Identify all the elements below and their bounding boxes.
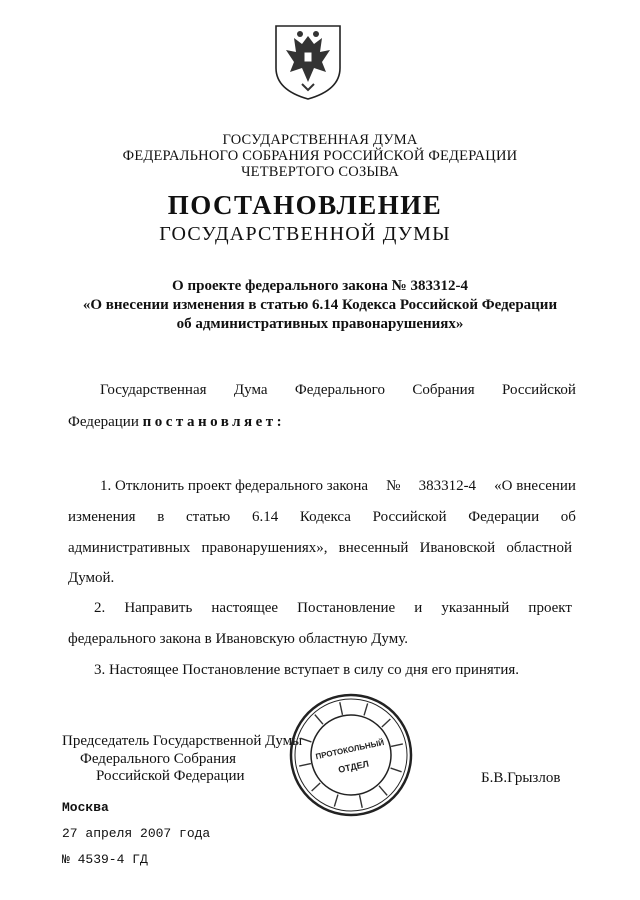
item-text: настоящее	[211, 600, 279, 616]
item-text: статью	[186, 509, 231, 525]
item-text: Федерации	[468, 509, 540, 525]
item-text: «О внесении	[494, 478, 576, 494]
state-emblem-icon	[272, 22, 344, 102]
signatory-name: Б.В.Грызлов	[481, 770, 561, 786]
preamble-word: Федерального	[294, 382, 385, 398]
issuer-line-2: ФЕДЕРАЛЬНОГО СОБРАНИЯ РОССИЙСКОЙ ФЕДЕРАЦИИ	[122, 148, 518, 164]
preamble-word: Дума	[233, 382, 268, 398]
item-1-line-2	[68, 509, 576, 526]
item-text: в	[157, 509, 165, 525]
item-text: административных	[68, 540, 191, 556]
subject-line-1: О проекте федерального закона № 383312-4	[172, 278, 468, 294]
item-text: 1. Отклонить проект федерального закона	[100, 478, 369, 494]
item-text: проект	[528, 600, 572, 616]
item-3: 3. Настоящее Постановление вступает в силу со дня его принятия.	[94, 662, 520, 678]
stamp-text-bottom: ОТДЕЛ	[337, 758, 370, 775]
preamble-subject: Федерации	[68, 414, 139, 430]
item-text: 6.14	[251, 509, 279, 525]
signatory-title-line-1: Председатель Государственной Думы	[62, 733, 303, 749]
item-1-line-1	[100, 478, 576, 495]
stamp-text-top: ПРОТОКОЛЬНЫЙ	[314, 737, 385, 762]
issuer-line-1: ГОСУДАРСТВЕННАЯ ДУМА	[222, 132, 418, 148]
item-text: внесенный	[338, 540, 409, 556]
item-text: указанный	[441, 600, 510, 616]
item-text: 2.	[94, 600, 106, 616]
item-1-line-4: Думой.	[68, 570, 115, 586]
item-1-line-3	[68, 540, 572, 557]
subject-line-2: «О внесении изменения в статью 6.14 Кодекса Российской Федерации	[82, 297, 558, 313]
item-text: 383312-4	[418, 478, 477, 494]
place-of-issue: Москва	[62, 800, 109, 815]
issue-date: 27 апреля 2007 года	[62, 826, 211, 841]
item-text: Ивановской	[419, 540, 496, 556]
item-text: Направить	[124, 600, 193, 616]
item-2-line-1	[94, 600, 572, 617]
preamble-verb: постановляет:	[142, 414, 286, 430]
subject-line-3: об административных правонарушениях»	[176, 316, 464, 332]
item-text: №	[386, 478, 401, 494]
item-text: Постановление	[297, 600, 396, 616]
item-text: и	[414, 600, 423, 616]
document-type-title: ПОСТАНОВЛЕНИЕ	[167, 190, 443, 220]
issuer-line-3: ЧЕТВЕРТОГО СОЗЫВА	[241, 164, 399, 180]
signatory-title-line-2: Федерального Собрания	[80, 751, 237, 767]
document-number: № 4539-4 ГД	[62, 852, 148, 867]
item-text: об	[560, 509, 576, 525]
document-issuer-title: ГОСУДАРСТВЕННОЙ ДУМЫ	[159, 223, 451, 245]
item-text: правонарушениях»,	[201, 540, 328, 556]
preamble-line-1	[100, 382, 576, 399]
item-2-line-2: федерального закона в Ивановскую областную Думу.	[68, 631, 408, 647]
item-text: Кодекса	[299, 509, 351, 525]
item-text: областной	[506, 540, 572, 556]
protocol-department-stamp	[288, 692, 414, 818]
item-text: Российской	[372, 509, 447, 525]
preamble-line-2	[68, 414, 285, 431]
preamble-word: Государственная	[100, 382, 207, 398]
item-text: изменения	[68, 509, 136, 525]
preamble-word: Собрания	[412, 382, 475, 398]
signatory-title-line-3: Российской Федерации	[96, 768, 245, 784]
preamble-word: Российской	[502, 382, 576, 398]
